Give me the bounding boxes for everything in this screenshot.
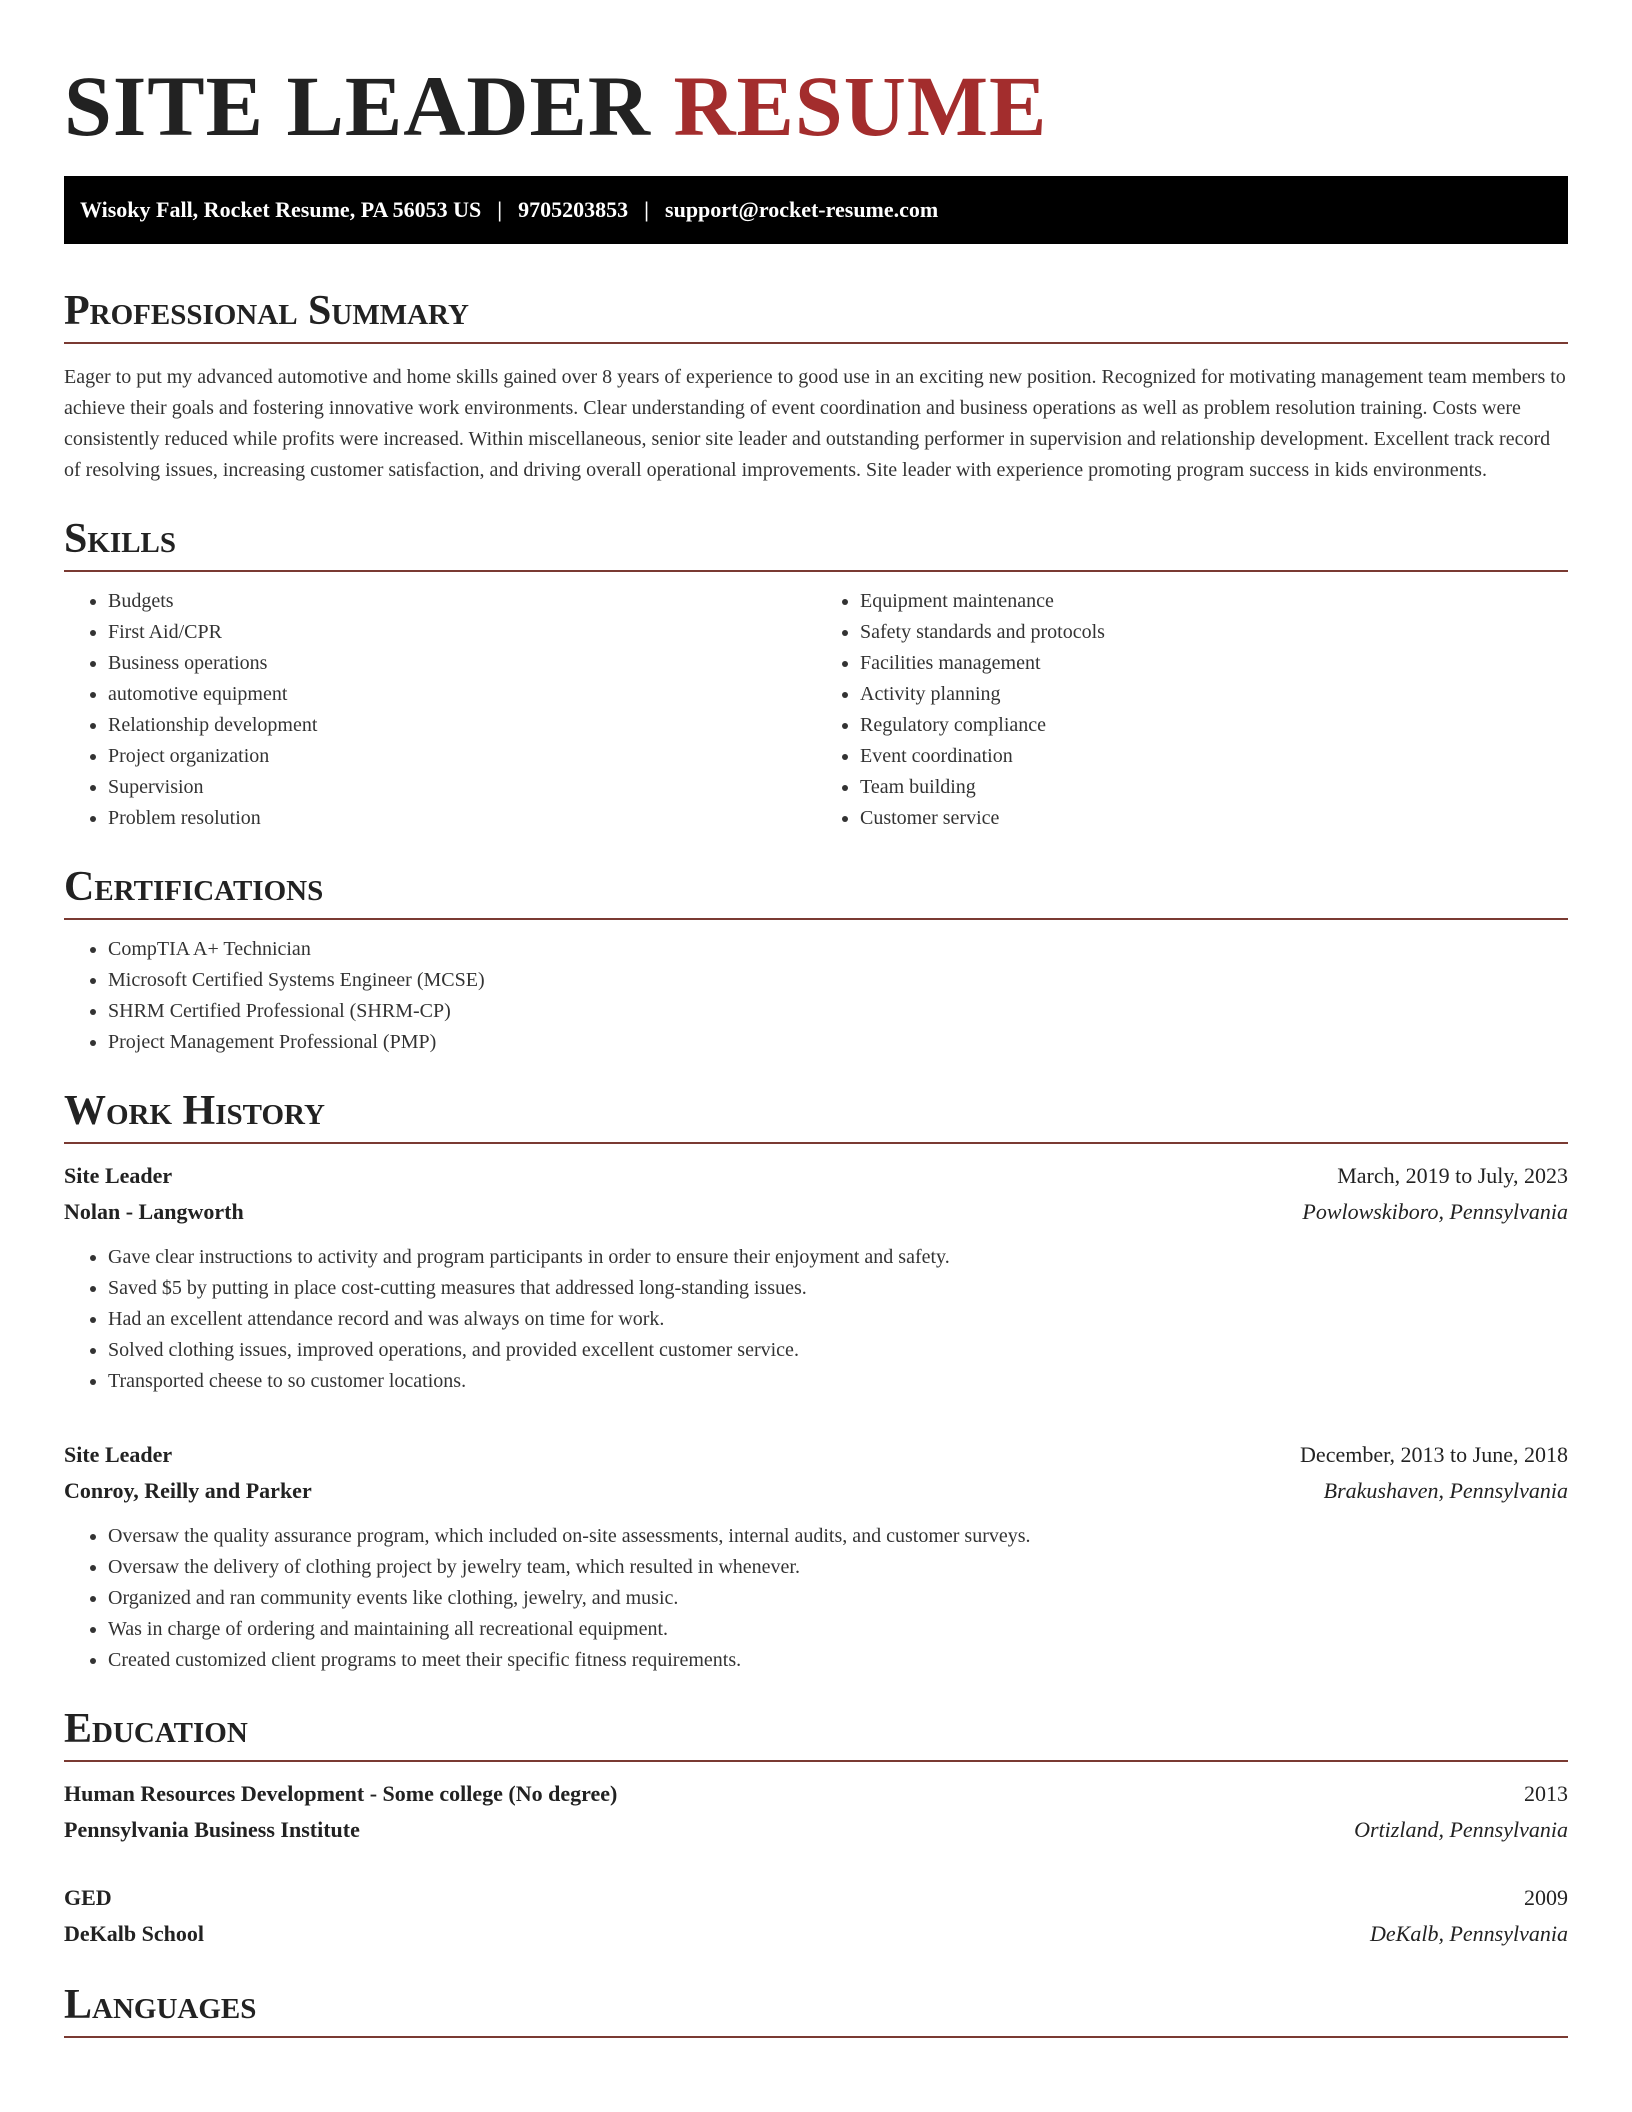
- skills-section: [64, 516, 1568, 834]
- skill-item: • Facilities management: [860, 648, 1568, 679]
- skill-item: • Safety standards and protocols: [860, 617, 1568, 648]
- title-main: SITE LEADER: [64, 58, 651, 154]
- education-degree: Human Resources Development - Some college (No degree): [64, 1781, 618, 1806]
- education-location: Ortizland, Pennsylvania: [1354, 1817, 1568, 1842]
- job-duty-item: • Had an excellent attendance record and was always on time for work.: [108, 1304, 1568, 1335]
- skills-grid: [64, 572, 1568, 834]
- skill-item: • Activity planning: [860, 679, 1568, 710]
- education-entry: [64, 1776, 1568, 1848]
- certifications-list: [64, 934, 1568, 1058]
- resume-title: [64, 56, 1568, 156]
- education-entry: [64, 1880, 1568, 1952]
- skill-item: • Problem resolution: [108, 803, 816, 834]
- education-school-row: [64, 1812, 1568, 1848]
- education-school-row: [64, 1916, 1568, 1952]
- skill-item: • Event coordination: [860, 741, 1568, 772]
- skill-item: • Budgets: [108, 586, 816, 617]
- job-entry: [64, 1158, 1568, 1397]
- education-degree: GED: [64, 1885, 112, 1910]
- job-duty-item: • Transported cheese to so customer locations.: [108, 1366, 1568, 1397]
- job-entry: [64, 1437, 1568, 1676]
- job-company: Conroy, Reilly and Parker: [64, 1478, 312, 1503]
- contact-separator: |: [644, 197, 650, 222]
- skill-item: • Supervision: [108, 772, 816, 803]
- certification-item: • CompTIA A+ Technician: [108, 934, 1568, 965]
- title-accent: RESUME: [673, 58, 1048, 154]
- contact-email[interactable]: support@rocket-resume.com: [665, 197, 939, 222]
- education-school: DeKalb School: [64, 1921, 204, 1946]
- work-history-section: [64, 1088, 1568, 1676]
- section-heading: Professional Summary: [64, 288, 1568, 344]
- section-heading: Languages: [64, 1982, 1568, 2038]
- skills-list-left: [64, 586, 816, 834]
- skill-item: • Business operations: [108, 648, 816, 679]
- contact-address: Wisoky Fall, Rocket Resume, PA 56053 US: [80, 197, 482, 222]
- job-company-row: [64, 1194, 1568, 1230]
- skill-item: • Relationship development: [108, 710, 816, 741]
- skill-item: • Equipment maintenance: [860, 586, 1568, 617]
- job-location: Brakushaven, Pennsylvania: [1323, 1478, 1568, 1503]
- job-title: Site Leader: [64, 1442, 173, 1467]
- skill-item: • Project organization: [108, 741, 816, 772]
- skill-item: • Customer service: [860, 803, 1568, 834]
- contact-phone[interactable]: 9705203853: [518, 197, 629, 222]
- education-school: Pennsylvania Business Institute: [64, 1817, 360, 1842]
- job-duty-item: • Created customized client programs to meet their specific fitness requirements.: [108, 1645, 1568, 1676]
- education-section: [64, 1706, 1568, 1952]
- skills-list-right: [816, 586, 1568, 834]
- job-duty-item: • Organized and ran community events like clothing, jewelry, and music.: [108, 1583, 1568, 1614]
- job-header-row: [64, 1437, 1568, 1473]
- job-location: Powlowskiboro, Pennsylvania: [1302, 1199, 1568, 1224]
- job-dates: December, 2013 to June, 2018: [1300, 1442, 1568, 1467]
- education-degree-row: [64, 1776, 1568, 1812]
- certification-item: • Microsoft Certified Systems Engineer (MCSE): [108, 965, 1568, 996]
- section-heading: Skills: [64, 516, 1568, 572]
- section-heading: Education: [64, 1706, 1568, 1762]
- job-duty-item: • Oversaw the quality assurance program, which included on-site assessments, internal audits, and customer surveys.: [108, 1521, 1568, 1552]
- contact-separator: |: [497, 197, 503, 222]
- job-duty-item: • Solved clothing issues, improved operations, and provided excellent customer service.: [108, 1335, 1568, 1366]
- education-year: 2013: [1524, 1781, 1568, 1806]
- job-duty-item: • Gave clear instructions to activity and program participants in order to ensure their enjoyment and safety.: [108, 1242, 1568, 1273]
- contact-bar: [64, 176, 1568, 244]
- job-header-row: [64, 1158, 1568, 1194]
- job-company: Nolan - Langworth: [64, 1199, 244, 1224]
- section-heading: Certifications: [64, 864, 1568, 920]
- job-title: Site Leader: [64, 1163, 173, 1188]
- job-duty-item: • Saved $5 by putting in place cost-cutting measures that addressed long-standing issues.: [108, 1273, 1568, 1304]
- certification-item: • SHRM Certified Professional (SHRM-CP): [108, 996, 1568, 1027]
- languages-section: [64, 1982, 1568, 2038]
- certification-item: • Project Management Professional (PMP): [108, 1027, 1568, 1058]
- job-duty-item: • Oversaw the delivery of clothing project by jewelry team, which resulted in whenever.: [108, 1552, 1568, 1583]
- skill-item: • automotive equipment: [108, 679, 816, 710]
- education-degree-row: [64, 1880, 1568, 1916]
- skill-item: • First Aid/CPR: [108, 617, 816, 648]
- professional-summary-section: [64, 288, 1568, 486]
- skill-item: • Team building: [860, 772, 1568, 803]
- certifications-section: [64, 864, 1568, 1058]
- education-year: 2009: [1524, 1885, 1568, 1910]
- section-heading: Work History: [64, 1088, 1568, 1144]
- job-duties-list: [64, 1242, 1568, 1397]
- job-dates: March, 2019 to July, 2023: [1337, 1163, 1568, 1188]
- job-company-row: [64, 1473, 1568, 1509]
- job-duties-list: [64, 1521, 1568, 1676]
- summary-text: Eager to put my advanced automotive and home skills gained over 8 years of experience to good use in an exciting new position. Recognized for motivating management team members to achieve their goals and fostering innovative work environments. Clear understanding of event coordination and business operations as well as problem resolution training. Costs were consistently reduced while profits were increased. Within miscellaneous, senior site leader and outstanding performer in supervision and relationship development. Excellent track record of resolving issues, increasing customer satisfaction, and driving overall operational improvements. Site leader with experience promoting program success in kids environments.: [64, 366, 1566, 481]
- education-location: DeKalb, Pennsylvania: [1370, 1921, 1568, 1946]
- skill-item: • Regulatory compliance: [860, 710, 1568, 741]
- job-duty-item: • Was in charge of ordering and maintaining all recreational equipment.: [108, 1614, 1568, 1645]
